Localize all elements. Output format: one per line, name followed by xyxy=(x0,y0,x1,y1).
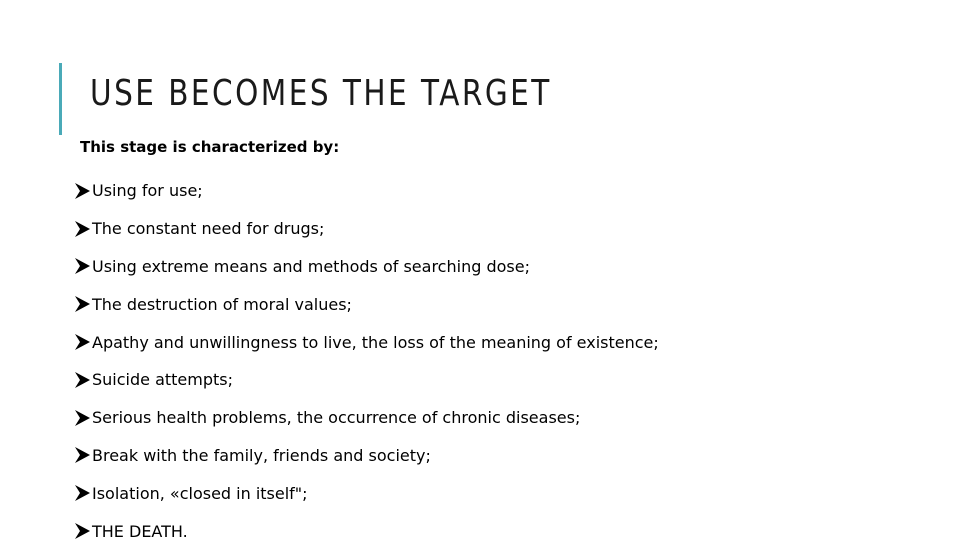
arrow-bullet-icon xyxy=(74,333,91,351)
arrow-bullet-icon xyxy=(74,409,91,427)
arrow-bullet-icon xyxy=(74,484,91,502)
arrow-bullet-icon xyxy=(74,220,91,238)
arrow-bullet-icon xyxy=(74,295,91,313)
arrow-bullet-icon xyxy=(74,371,91,389)
slide-title: USE BECOMES THE TARGET xyxy=(90,73,552,114)
bullet-item xyxy=(74,437,659,475)
bullet-item xyxy=(74,172,659,210)
intro-text: This stage is characterized by: xyxy=(80,138,340,156)
bullet-text: Isolation, «closed in itself"; xyxy=(92,483,308,503)
arrow-bullet-icon xyxy=(74,446,91,464)
bullet-text: Apathy and unwillingness to live, the loss of the meaning of existence; xyxy=(92,332,659,352)
bullet-item xyxy=(74,512,659,550)
bullet-text: Suicide attempts; xyxy=(92,370,234,390)
bullet-text: Using extreme means and methods of searching dose; xyxy=(92,256,530,276)
bullet-text: THE DEATH. xyxy=(92,521,188,541)
arrow-bullet-icon xyxy=(74,522,91,540)
bullet-item xyxy=(74,248,659,286)
bullet-item xyxy=(74,323,659,361)
bullet-item xyxy=(74,474,659,512)
arrow-bullet-icon xyxy=(74,182,91,200)
bullet-text: The constant need for drugs; xyxy=(92,219,325,239)
bullet-text: Serious health problems, the occurrence of chronic diseases; xyxy=(92,408,581,428)
title-accent-bar xyxy=(59,63,62,135)
arrow-bullet-icon xyxy=(74,257,91,275)
bullet-item xyxy=(74,285,659,323)
bullet-text: The destruction of moral values; xyxy=(92,294,352,314)
bullet-item xyxy=(74,399,659,437)
bullet-text: Break with the family, friends and society; xyxy=(92,445,431,465)
bullet-list xyxy=(74,172,659,550)
bullet-item xyxy=(74,361,659,399)
bullet-item xyxy=(74,210,659,248)
bullet-text: Using for use; xyxy=(92,181,203,201)
